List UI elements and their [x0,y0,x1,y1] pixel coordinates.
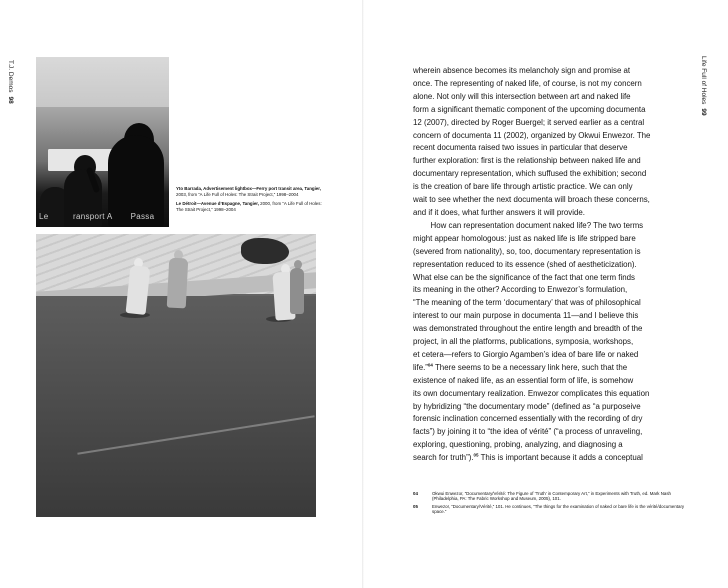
page-number-right: 99 [700,108,707,116]
figure-captions [176,186,326,216]
walker-4 [290,268,304,314]
footnote-text: Okwui Enwezor, “Documentary/Vérité: The Figure of ‘Truth’ in Contemporary Art,” in Experiments with Truth, ed. Mark Nash (Philadelphia, PA: The Fabric Workshop and Museum, 2005), 101. [432,491,671,502]
body-line-13: How can representation document naked life? The two terms [413,220,644,230]
running-head-left-text: T.J. Demos [7,60,14,93]
body-line-28: forensic inclination concerned essentially with the recording of dry [413,414,643,424]
footnote-text: Enwezor, “Documentary/Vérité,” 101. He continues, “The things for the examination of naked or bare life is the vérité/documentary space.” [432,503,685,515]
body-line-31 [413,452,693,465]
body-line-4: form a significant thematic component of the upcoming documenta [413,104,646,114]
body-line-11: wait to see whether the next documenta will broach these concerns, [413,195,650,205]
footnote-number: 04 [413,491,418,496]
body-line-27: by hybridizing “the documentary mode” (defined as “a purposeive [413,401,641,411]
running-head-right-text: Life Full of Holes [700,56,707,105]
body-text [413,65,693,465]
sign-word-1: Le [39,212,49,221]
body-line-18: its meaning in the other? According to Enwezor’s formulation, [413,285,628,295]
body-line-12: and if it does, what further answers it will provide. [413,207,585,217]
footnote-05 [413,504,698,515]
photo-road [36,296,316,517]
photo-shrub [241,238,289,264]
body-line-14: might appear homologous: just as naked life is life stripped bare [413,233,636,243]
caption-1-title: Yto Barrada, Advertisement lightbox—Ferry port transit area, Tangier, [176,186,321,191]
body-line-31-tail: This is important because it adds a conceptual [478,453,643,463]
caption-2-details: 2000, from “A Life Full of Holes: The Strait Project,” 1998–2004 [176,201,322,212]
caption-2-title: Le Détroit—Avenue d’Espagne, Tangier, [176,201,259,207]
body-line-31-head: search for truth”). [413,453,474,463]
body-line-8: further exploration: first is the relationship between naked life and [413,156,641,166]
body-line-17: What else can be the significance of the fact that one term finds [413,272,635,282]
body-line-24-head: life.” [413,362,428,372]
walker-2 [167,258,189,309]
sign-word-2: ransport A [73,212,113,221]
footnote-number: 05 [413,503,418,509]
photo-avenue-walkers [36,234,316,517]
body-line-23: et cetera—refers to Giorgio Agamben’s idea of bare life or naked [413,349,639,359]
body-line-30: exploring, questioning, probing, analyzing, and diagnosing a [413,440,623,450]
body-line-9: documentary representation, which suffused the exhibition; second [413,169,647,179]
running-head-left [7,60,14,130]
body-line-24 [413,362,693,375]
body-line-16: representation reduced to its essence (shed of aestheticization). [413,259,637,269]
body-line-10: is the creation of bare life through artistic practice. We can only [413,182,633,192]
body-line-25: existence of naked life, as an essential form of life, is somehow [413,375,634,385]
body-line-1: wherein absence becomes its melancholy sign and promise at [413,66,631,75]
body-line-22: project, in all the platforms, publications, symposia, workshops, [413,337,634,347]
body-line-24-tail: There seems to be a necessary link here, such that the [432,362,628,372]
sign-word-3: Passa [130,212,155,221]
caption-1-details: 2003, from “A Life Full of Holes: The Strait Project,” 1998–2004 [176,191,299,197]
body-line-2: once. The representing of naked life, of course, is not my concern [413,78,642,88]
caption-1 [176,186,326,197]
book-gutter [362,0,364,588]
body-line-3: alone. Not only will this intersection between art and naked life [413,91,631,101]
body-line-7: recent documenta raised two issues in particular that deserve [413,143,628,153]
running-head-right [700,56,707,126]
caption-2 [176,201,326,212]
body-line-20: interest to our main purpose in documenta 11—and I believe this [413,311,639,321]
footnote-04 [413,491,698,502]
body-line-26: its own documentary realization. Enwezor complicates this equation [413,388,650,398]
body-line-5: 12 (2007), directed by Roger Buergel; it served earlier as a central [413,117,645,127]
note-ref-04[interactable]: 04 [427,362,433,368]
body-line-21: was demonstrated throughout the entire length and breadth of the [413,324,643,334]
footnotes [413,491,698,517]
body-line-15: (severed from nationality), so, too, documentary representation is [413,246,641,256]
note-ref-05[interactable]: 05 [473,452,479,458]
body-line-19: “The meaning of the term ‘documentary’ that was of philosophical [413,298,641,308]
body-line-29: facts”) by joining it to “the idea of vérité” (“a process of unraveling, [413,427,643,437]
photo-ferry-port-lightbox [36,57,169,227]
lightbox-sign-text [36,207,169,227]
page-number-left: 98 [7,96,14,104]
body-line-6: concern of documenta 11 (2002), organized by Okwui Enwezor. The [413,130,651,140]
photo-sky [36,57,169,107]
